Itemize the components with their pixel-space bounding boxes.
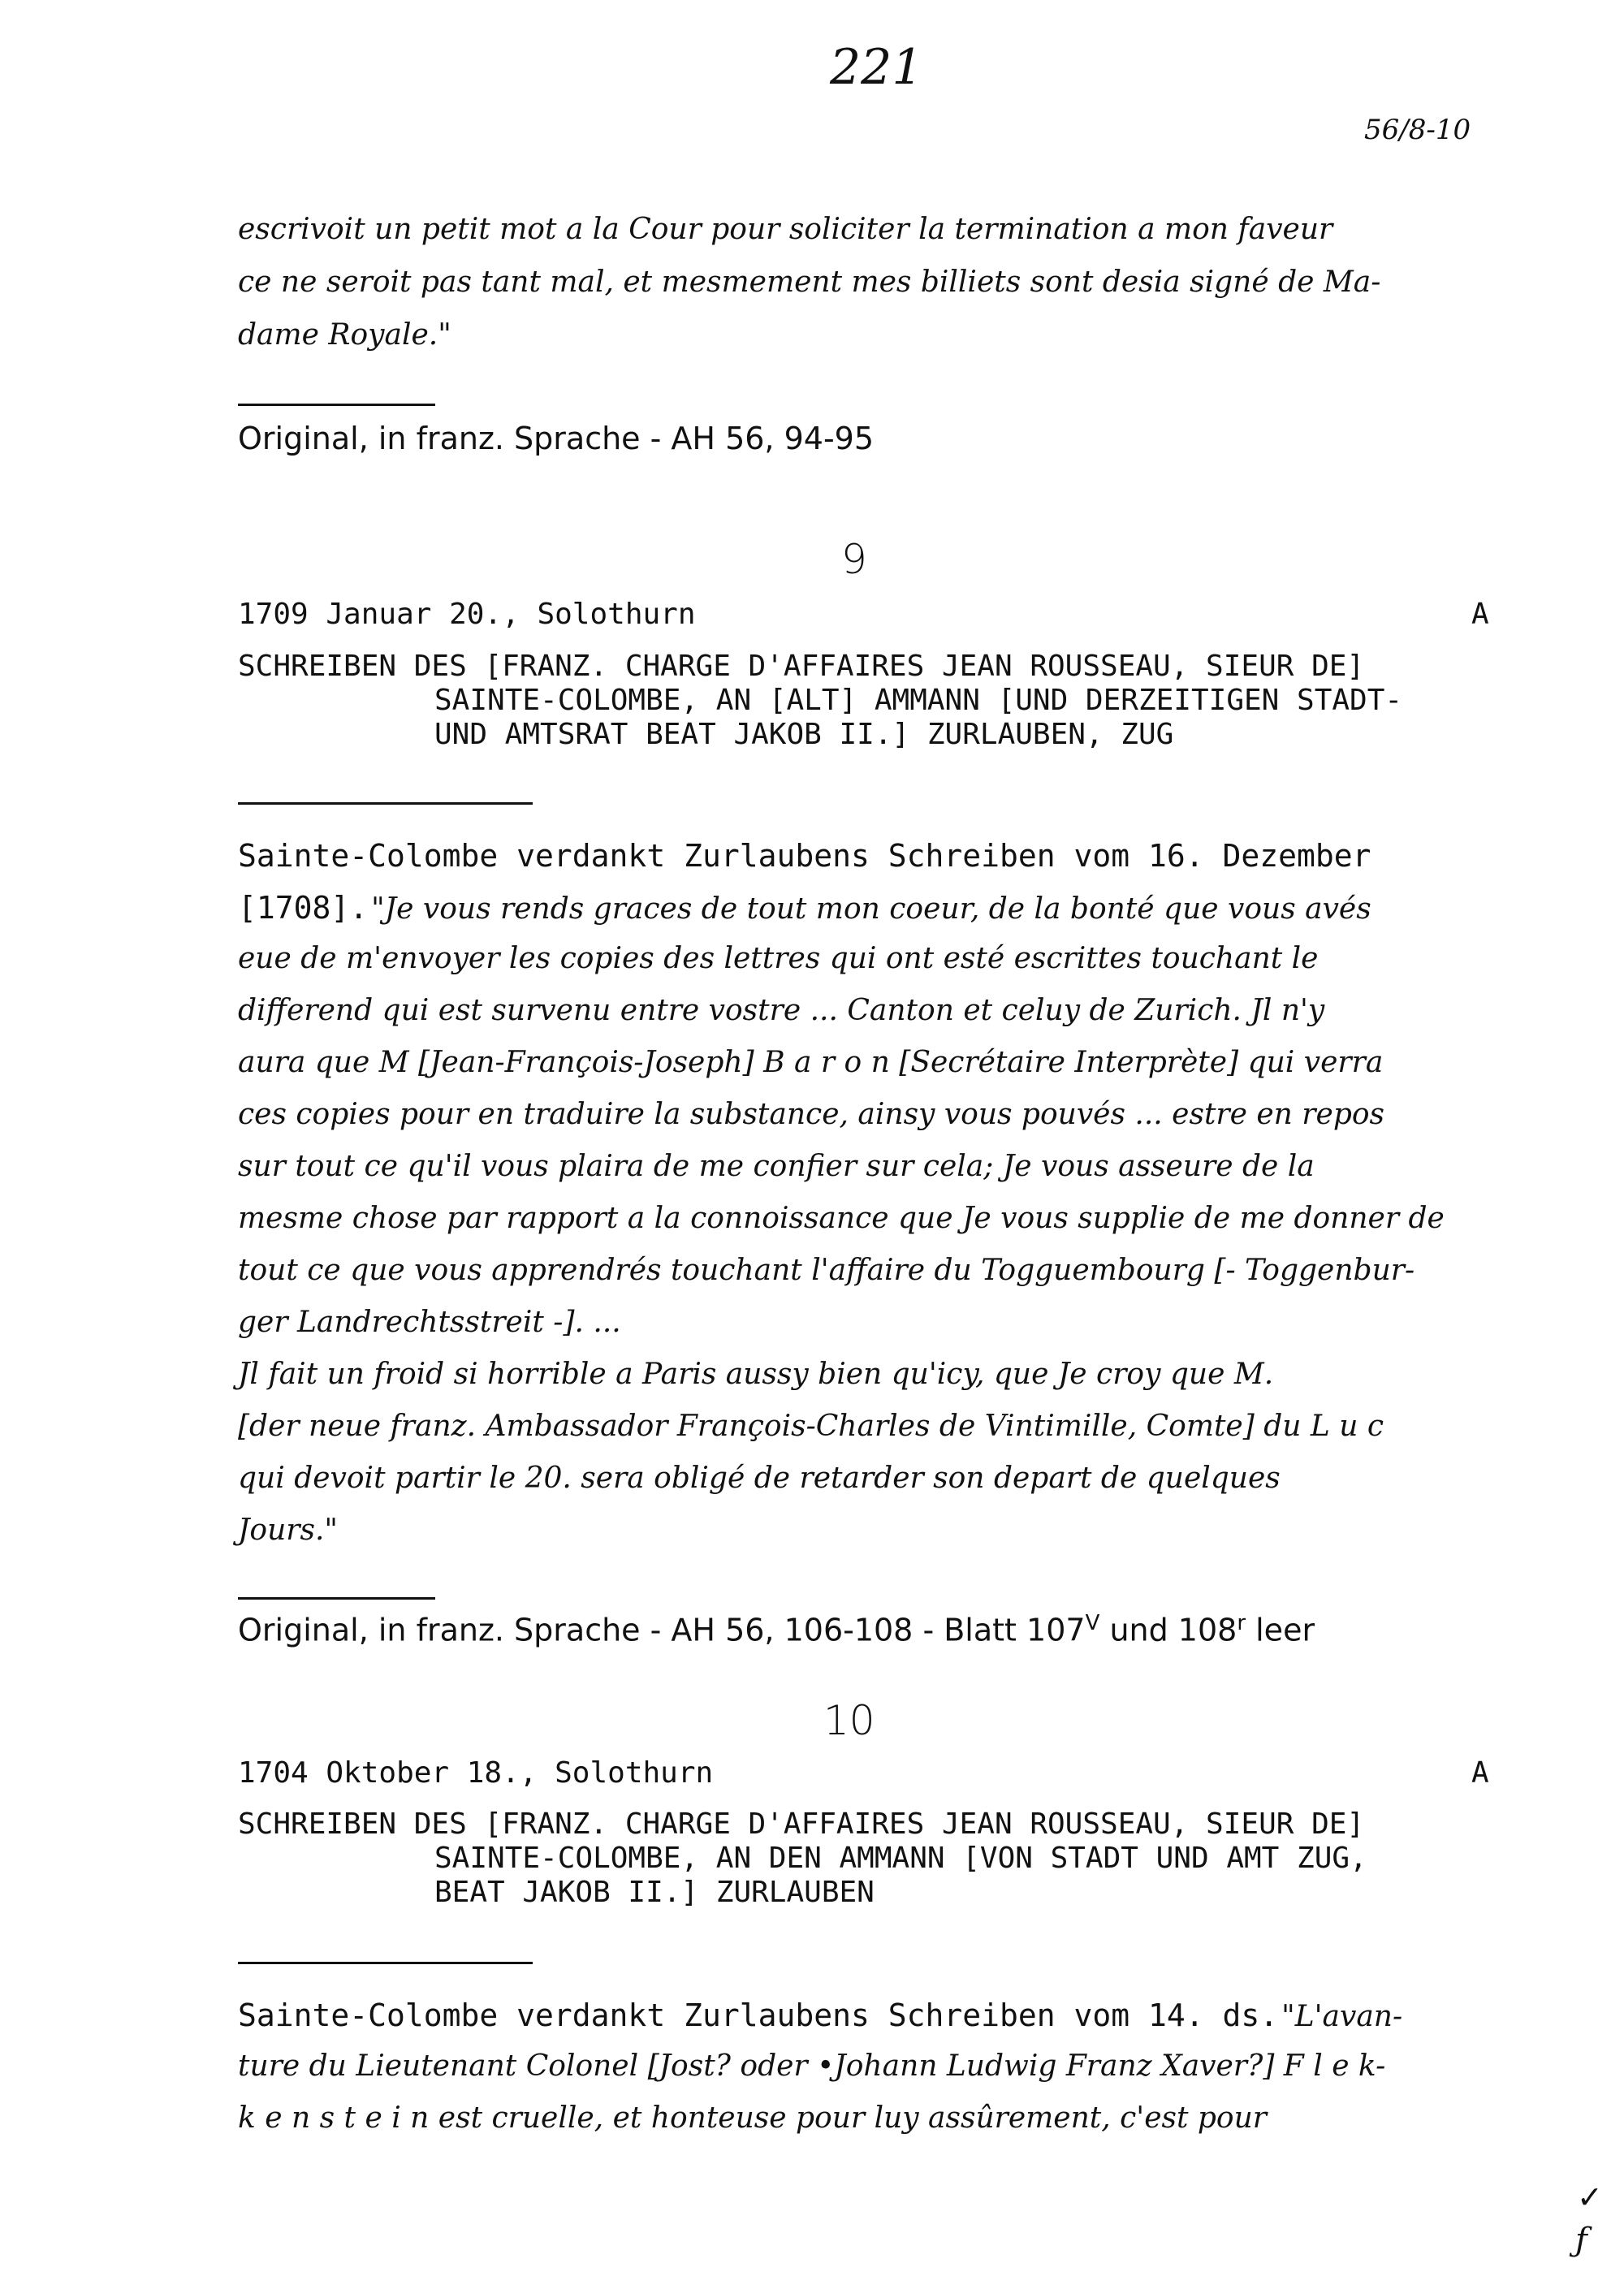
entry-number: 10 <box>823 1697 875 1744</box>
prev-entry-line: ce ne seroit pas tant mal, et mesmement mes billiets sont desia signé de Ma- <box>238 266 1381 299</box>
entry-body-intro <box>238 1997 1402 2033</box>
entry-body-line: aura que M [Jean-François-Joseph] B a r o n [Secrétaire Interprète] qui verra <box>238 1046 1384 1079</box>
entry-body-line: differend qui est survenu entre vostre ... Canton et celuy de Zurich. Jl n'y <box>238 994 1325 1027</box>
entry-title-line: SAINTE-COLOMBE, AN [ALT] AMMANN [UND DERZEITIGEN STADT- <box>434 684 1403 717</box>
body-prefix: [1708]. <box>238 890 369 926</box>
section-rule <box>238 802 533 805</box>
entry-title-line: BEAT JAKOB II.] ZURLAUBEN <box>434 1876 875 1909</box>
entry-body-line: eue de m'envoyer les copies des lettres qui ont esté escrittes touchant le <box>238 942 1319 975</box>
superscript: r <box>1237 1611 1246 1635</box>
check-mark-icon: ✓ <box>1577 2179 1603 2215</box>
source-text: und 108 <box>1099 1612 1237 1648</box>
entry-body-line: qui devoit partir le 20. sera obligé de retarder son depart de quelques <box>238 1462 1281 1495</box>
footnote-rule <box>238 404 435 406</box>
body-quote-start: "Je vous rends graces de tout mon coeur, de la bonté que vous avés <box>371 892 1371 926</box>
section-rule <box>238 1962 533 1964</box>
page-reference: 56/8-10 <box>1364 114 1471 146</box>
margin-mark-icon: ƒ <box>1575 2222 1587 2259</box>
entry-body-line: ger Landrechtsstreit -]. ... <box>238 1306 621 1339</box>
source-reference <box>238 1611 1315 1648</box>
entry-body-intro: Sainte-Colombe verdankt Zurlaubens Schreiben vom 16. Dezember <box>238 838 1371 874</box>
entry-body-line: tout ce que vous apprendrés touchant l'affaire du Togguembourg [- Toggenbur- <box>238 1254 1415 1287</box>
source-text: Original, in franz. Sprache - AH 56, 106-108 - Blatt 107 <box>238 1612 1086 1648</box>
entry-title-line: SAINTE-COLOMBE, AN DEN AMMANN [VON STADT UND AMT ZUG, <box>434 1842 1367 1875</box>
entry-body-line: Jours." <box>238 1514 338 1547</box>
entry-body-line: ces copies pour en traduire la substance, ainsy vous pouvés ... estre en repos <box>238 1098 1385 1131</box>
body-intro-text: Sainte-Colombe verdankt Zurlaubens Schreiben vom 14. ds. <box>238 1997 1279 2033</box>
entry-body-line: ture du Lieutenant Colonel [Jost? oder •Johann Ludwig Franz Xaver?] F l e k- <box>238 2049 1386 2083</box>
entry-body-line: Jl fait un froid si horrible a Paris aussy bien qu'icy, que Je croy que M. <box>238 1358 1274 1391</box>
entry-body-line: [der neue franz. Ambassador François-Charles de Vintimille, Comte] du L u c <box>238 1410 1384 1443</box>
handwritten-page-number: 221 <box>830 39 923 96</box>
footnote-rule <box>238 1597 435 1600</box>
entry-body-line: sur tout ce qu'il vous plaira de me confier sur cela; Je vous asseure de la <box>238 1150 1315 1183</box>
entry-date-place: 1704 Oktober 18., Solothurn <box>238 1756 714 1790</box>
entry-body-line: k e n s t e i n est cruelle, et honteuse pour luy assûrement, c'est pour <box>238 2101 1267 2135</box>
source-text: leer <box>1246 1612 1315 1648</box>
source-reference: Original, in franz. Sprache - AH 56, 94-95 <box>238 421 875 456</box>
superscript: V <box>1085 1611 1100 1635</box>
entry-title-line: UND AMTSRAT BEAT JAKOB II.] ZURLAUBEN, ZUG <box>434 718 1174 751</box>
prev-entry-line: dame Royale." <box>238 318 451 352</box>
entry-grade: A <box>1471 598 1489 631</box>
entry-body-line: mesme chose par rapport a la connoissance que Je vous supplie de me donner de <box>238 1202 1445 1235</box>
entry-number: 9 <box>841 536 867 583</box>
entry-date-place: 1709 Januar 20., Solothurn <box>238 598 696 631</box>
entry-grade: A <box>1471 1756 1489 1790</box>
body-quote-start: "L'avan- <box>1281 2000 1403 2033</box>
entry-title-line: SCHREIBEN DES [FRANZ. CHARGE D'AFFAIRES JEAN ROUSSEAU, SIEUR DE] <box>238 650 1365 683</box>
prev-entry-line: escrivoit un petit mot a la Cour pour soliciter la termination a mon faveur <box>238 213 1333 246</box>
entry-title-line: SCHREIBEN DES [FRANZ. CHARGE D'AFFAIRES JEAN ROUSSEAU, SIEUR DE] <box>238 1807 1365 1841</box>
entry-body-line <box>238 890 1371 926</box>
